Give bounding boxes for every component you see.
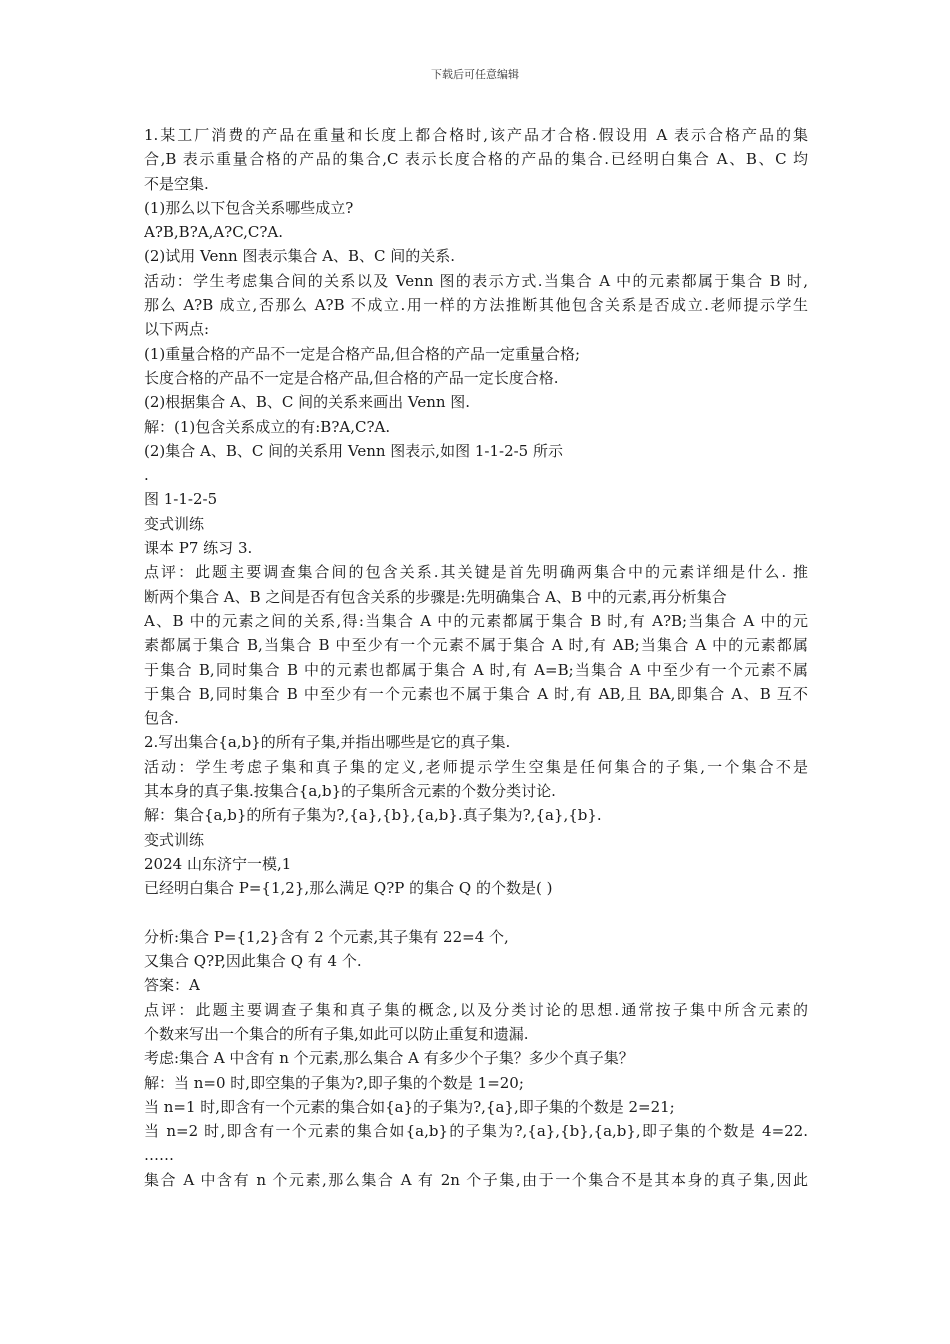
text-line: 断两个集合 A、B 之间是否有包含关系的步骤是:先明确集合 A、B 中的元素,再分析集合 — [144, 587, 727, 606]
text-line: 图 1-1-2-5 — [144, 490, 218, 509]
text-line: (2)试用 Venn 图表示集合 A、B、C 间的关系. — [144, 247, 456, 266]
text-line: A、B 中的元素之间的关系,得:当集合 A 中的元素都属于集合 B 时,有 A?B;当集合 A 中的元 — [144, 611, 808, 630]
text-line: 合,B 表示重量合格的产品的集合,C 表示长度合格的产品的集合.已经明白集合 A、B、C 均 — [144, 150, 808, 169]
text-line: 变式训练 — [144, 830, 205, 849]
text-line: 点评：此题主要调查集合间的包含关系.其关键是首先明确两集合中的元素详细是什么. 推 — [144, 563, 808, 582]
text-line: 集合 A 中含有 n 个元素,那么集合 A 有 2n 个子集,由于一个集合不是其本身的真子集,因此 — [144, 1170, 808, 1189]
text-line: 包含. — [144, 709, 179, 728]
text-line: 考虑:集合 A 中含有 n 个元素,那么集合 A 有多少个子集？多少个真子集？ — [144, 1049, 634, 1068]
text-line: 长度合格的产品不一定是合格产品,但合格的产品一定长度合格. — [144, 368, 559, 387]
text-line: 解：集合{a,b}的所有子集为?,{a},{b},{a,b}.真子集为?,{a},{b}. — [144, 806, 602, 825]
text-line: 于集合 B,同时集合 B 中的元素也都属于集合 A 时,有 A=B;当集合 A 中至少有一个元素不属 — [144, 660, 808, 679]
text-line: (1)那么以下包含关系哪些成立? — [144, 198, 354, 217]
text-line: 分析:集合 P={1,2}含有 2 个元素,其子集有 22=4 个, — [144, 927, 509, 946]
text-line: 个数来写出一个集合的所有子集,如此可以防止重复和遗漏. — [144, 1024, 529, 1043]
text-line: 课本 P7 练习 3. — [144, 539, 253, 558]
text-line: (2)集合 A、B、C 间的关系用 Venn 图表示,如图 1-1-2-5 所示 — [144, 441, 563, 460]
text-line: 已经明白集合 P={1,2},那么满足 Q?P 的集合 Q 的个数是( ) — [144, 879, 553, 898]
page-header: 下载后可任意编辑 — [431, 68, 519, 81]
text-line: 又集合 Q?P,因此集合 Q 有 4 个. — [144, 952, 362, 971]
text-line: . — [144, 466, 149, 485]
text-line: A?B,B?A,A?C,C?A. — [144, 223, 284, 242]
text-line: 解：当 n=0 时,即空集的子集为?,即子集的个数是 1=20; — [144, 1073, 524, 1092]
text-line: 当 n=1 时,即含有一个元素的集合如{a}的子集为?,{a},即子集的个数是 2=21; — [144, 1097, 675, 1116]
text-line: (1)重量合格的产品不一定是合格产品,但合格的产品一定重量合格; — [144, 344, 581, 363]
text-line: 活动：学生考虑子集和真子集的定义,老师提示学生空集是任何集合的子集,一个集合不是 — [144, 757, 808, 776]
text-line: 答案：A — [144, 976, 200, 995]
text-line: 变式训练 — [144, 514, 205, 533]
text-line: (2)根据集合 A、B、C 间的关系来画出 Venn 图. — [144, 393, 471, 412]
text-line: 其本身的真子集.按集合{a,b}的子集所含元素的个数分类讨论. — [144, 782, 556, 801]
text-line: 那么 A?B 成立,否那么 A?B 不成立.用一样的方法推断其他包含关系是否成立.老师提示学生 — [144, 296, 808, 315]
text-line: 2.写出集合{a,b}的所有子集,并指出哪些是它的真子集. — [144, 733, 511, 752]
text-line: 不是空集. — [144, 174, 209, 193]
text-line: …… — [144, 1146, 174, 1165]
text-line: 活动：学生考虑集合间的关系以及 Venn 图的表示方式.当集合 A 中的元素都属于集合 B 时, — [144, 271, 808, 290]
text-line: 点评：此题主要调查子集和真子集的概念,以及分类讨论的思想.通常按子集中所含元素的 — [144, 1000, 808, 1019]
text-line: 素都属于集合 B,当集合 B 中至少有一个元素不属于集合 A 时,有 AB;当集合 A 中的元素都属 — [144, 636, 808, 655]
text-line: 以下两点: — [144, 320, 210, 339]
document-body — [144, 123, 808, 1192]
text-line: 解：(1)包含关系成立的有:B?A,C?A. — [144, 417, 391, 436]
text-line: 于集合 B,同时集合 B 中至少有一个元素也不属于集合 A 时,有 AB,且 BA,即集合 A、B 互不 — [144, 684, 808, 703]
text-line: 2024 山东济宁一模,1 — [144, 854, 292, 873]
text-line — [144, 901, 808, 925]
text-line: 当 n=2 时,即含有一个元素的集合如{a,b}的子集为?,{a},{b},{a,b},即子集的个数是 4=22. — [144, 1122, 808, 1141]
text-line: 1.某工厂消费的产品在重量和长度上都合格时,该产品才合格.假设用 A 表示合格产品的集 — [144, 126, 808, 144]
